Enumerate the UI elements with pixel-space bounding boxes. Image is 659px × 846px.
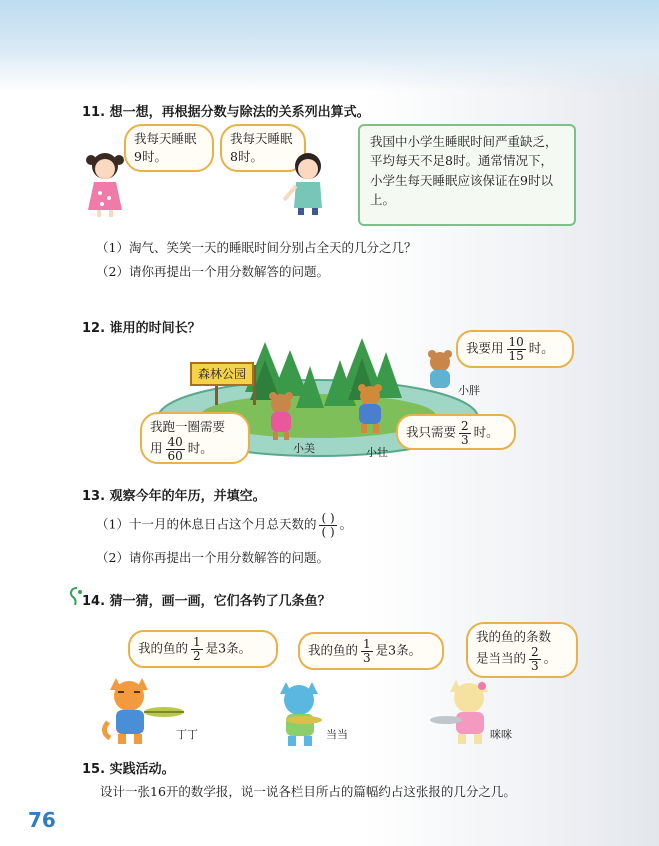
q14-title-text: 猜一猜，画一画，它们各钓了几条鱼？: [109, 594, 331, 609]
fraction-xiaopang-num: 10: [508, 335, 524, 349]
q15-number: 15.: [82, 762, 106, 777]
bubble-dingding: [128, 630, 278, 668]
label-xiaomei: 小美: [293, 442, 315, 455]
bubble-mimi-line1: 我的鱼的条数: [476, 629, 552, 644]
bubble-xiaomei-line1: 我跑一圈需要: [150, 419, 226, 434]
bubble-dingding-pre: 我的鱼的: [138, 640, 189, 656]
label-mimi: 咪咪: [490, 728, 512, 741]
q15-title-text: 实践活动。: [109, 762, 175, 777]
q15-body: 设计一张16开的数学报，说一说各栏目所占的篇幅约占这张报的几分之几。: [100, 784, 516, 799]
q11-boy-bubble-text: 我每天睡眠8时。: [230, 131, 293, 165]
q11-title-text: 想一想，再根据分数与除法的关系列出算式。: [109, 105, 370, 120]
q12-number: 12.: [82, 321, 106, 336]
q13-title: [82, 485, 266, 504]
bubble-mimi: [466, 622, 578, 678]
fraction-xiaozhuang-den: 3: [461, 432, 469, 447]
fraction-dingding: [191, 636, 203, 662]
fraction-dingding-den: 2: [193, 648, 201, 663]
fraction-xiaomei-num: 40: [167, 435, 183, 450]
q11-girl-bubble-text: 我每天睡眠9时。: [134, 131, 197, 165]
bubble-dangdang-post: 是3条。: [375, 642, 422, 658]
q13-blank-num: ( ): [321, 511, 335, 525]
label-dangdang: 当当: [326, 728, 348, 741]
q13-sub2: （2）请你再提出一个用分数解答的问题。: [96, 550, 329, 565]
q14-number: 14.: [82, 594, 106, 609]
q15-title: [82, 758, 175, 777]
page-header-band: [0, 0, 659, 92]
bear-xiaozhuang: [350, 384, 390, 436]
bubble-xiaozhuang: [396, 414, 516, 450]
bubble-xiaopang: [456, 330, 574, 368]
bubble-mimi-pre: 是当当的: [476, 650, 527, 666]
bubble-xiaomei-post: 时。: [187, 440, 213, 456]
q11-sub1: （1）淘气、笑笑一天的睡眠时间分别占全天的几分之几？: [96, 240, 417, 255]
bubble-xiaopang-pre: 我要用: [466, 340, 504, 356]
label-dingding: 丁丁: [176, 728, 198, 741]
q12-title-text: 谁用的时间长？: [109, 321, 201, 336]
q14-title: [82, 590, 331, 609]
fraction-xiaomei: [166, 436, 185, 462]
bubble-xiaozhuang-pre: 我只需要: [406, 424, 457, 440]
fraction-dangdang-num: 1: [363, 637, 371, 651]
q11-sub2: （2）请你再提出一个用分数解答的问题。: [96, 264, 329, 279]
q11-number: 11.: [82, 105, 106, 120]
fraction-xiaozhuang-num: 2: [461, 419, 469, 433]
forest-park-sign: [190, 362, 254, 386]
fraction-xiaomei-den: 60: [167, 448, 183, 463]
bubble-mimi-post: 。: [543, 650, 557, 666]
bubble-dangdang-pre: 我的鱼的: [308, 642, 359, 658]
q13-blank-fraction: [319, 512, 336, 538]
q11-girl-bubble: [124, 124, 214, 172]
page-number: 76: [28, 808, 56, 832]
q13-sub1-end: 。: [339, 516, 353, 532]
forest-park-sign-text: 森林公园: [197, 367, 246, 381]
q13-sub1-text: （1）十一月的休息日占这个月总天数的: [96, 516, 317, 532]
fraction-xiaopang-den: 15: [508, 348, 524, 363]
sleep-note: [358, 124, 576, 226]
q13-number: 13.: [82, 489, 106, 504]
girl-illustration: [82, 148, 128, 218]
bubble-xiaomei-pre: 用: [150, 440, 163, 456]
bubble-xiaozhuang-post: 时。: [473, 424, 499, 440]
bubble-xiaomei: [140, 412, 250, 464]
sleep-note-text: 我国中小学生睡眠时间严重缺乏，平均每天不足8时。通常情况下，小学生每天睡眠应该保证在9时以上。: [370, 134, 558, 208]
q11-title: [82, 101, 370, 120]
label-xiaozhuang: 小壮: [366, 446, 388, 459]
bear-xiaopang: [420, 350, 460, 392]
fraction-xiaozhuang: [459, 420, 471, 446]
q13-blank-den: ( ): [321, 524, 335, 539]
fraction-dangdang: [361, 638, 373, 664]
fraction-mimi-den: 3: [531, 658, 539, 673]
bubble-xiaopang-post: 时。: [528, 340, 554, 356]
fraction-dangdang-den: 3: [363, 650, 371, 665]
bubble-dingding-post: 是3条。: [205, 640, 252, 656]
q13-sub1: [96, 512, 352, 538]
bubble-dangdang: [298, 632, 444, 670]
fraction-xiaopang: [507, 336, 526, 362]
fraction-mimi-num: 2: [531, 645, 539, 660]
boy-illustration: [282, 148, 332, 216]
bear-xiaomei: [262, 392, 300, 442]
q13-title-text: 观察今年的年历，并填空。: [109, 489, 266, 504]
fraction-dingding-num: 1: [193, 635, 201, 649]
fraction-mimi: [529, 646, 541, 672]
label-xiaopang: 小胖: [458, 384, 480, 397]
